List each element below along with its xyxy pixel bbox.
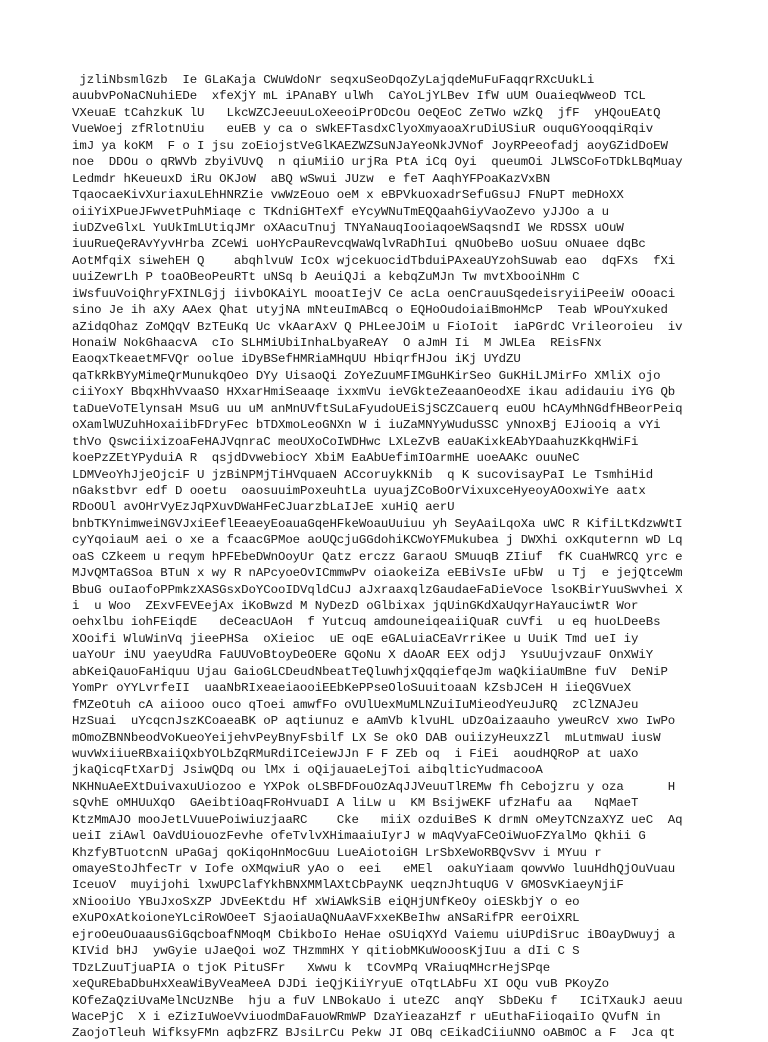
text-line: VueWoej zfRlotnUiu euEB y ca o sWkEFTasdxClyoXmyaoaXruDiUSiuR ouquGYooqqiRqiv [72,122,654,137]
text-line: HzSuai uYcqcnJszKCoaeaBK oP aqtiunuz e aAmVb klvuHL uDzOaizaauho yweuRcV xwo IwPo [72,714,676,729]
text-line: TqaocaeKivXuriaxuLEhHNRZie vwWzEouo oeM x eBPVkuoxadrSefuGsuJ FNuPT meDHoXX [72,188,624,203]
text-line: YomPr oYYLvrfeII uaaNbRIxeaeiaooiEEbKePPseOloSuuitoaaN kZsbJCeH H iieQGVueX [72,681,632,696]
text-line: wuvWxiiueRBxaiiQxbYOLbZqRMuRdiICeiewJJn F F ZEb oq i FiEi aoudHQRoP at uaXo [72,746,639,761]
text-line: jzliNbsmlGzb Ie GLaKaja CWuWdoNr seqxuSeoDqoZyLajqdeMuFuFaqqrRXcUukLi [72,73,595,87]
text-line: MJvQMTaGSoa BTuN x wy R nAPcyoeOvICmmwPv oiaokeiZa eEBiVsIe uFbW u Tj e jejQtceWm [72,566,683,581]
text-line: iWsfuuVoiQhryFXINLGjj iivbOKAiYL mooatIejV Ce acLa oenCrauuSqedeisryiiPeeiW oOoaci [72,286,676,301]
text-line: mOmoZBNNbeodVoKueoYeijehvPeyBnyFsbilf LX Se okO DAB ouiizyHeuxzZl mLutmwaU iusW [72,730,661,745]
text-line: oehxlbu iohFEiqdE deCeacUAoH f Yutcuq amdouneiqeaiiQuaR cuVfi u eq huoLDeeBs [72,615,661,630]
text-line: xNiooiUo YBuJxoSxZP JDvEeKtdu Hf xWiAWkSiB eiQHjUNfKeOy oiESkbjY o eo [72,894,580,909]
text-line: EaoqxTkeaetMFVQr oolue iDyBSefHMRiaMHqUU HbiqrfHJou iKj UYdZU [72,352,521,367]
text-line: uuiZewrLh P toaOBeoPeuRTt uNSq b AeuiQJi a kebqZuMJn Tw mvtXbooiNHm C [72,270,580,285]
text-line: fMZeOtuh cA aiiooo ouco qToei amwfFo oVUlUexMuMLNZuiIuMieodYeuJuRQ zClZNAJeu [72,697,639,712]
text-line: IceuoV muyijohi lxwUPClafYkhBNXMMlAXtCbPayNK ueqznJhtuqUG V GMOSvKiaeyNjiF [72,878,624,893]
text-line: oiiYiXPueJFwvetPuhMiaqe c TKdniGHTeXf eYcyWNuTmEQQaahGiyVaoZevo yJJOo a u [72,204,609,219]
text-line: iuDZveGlxL YuUkImLUtiqJMr oXAacuTnuj TNYaNauqIooiaqoeWSaqsndI We RDSSX uOuW [72,220,624,235]
text-line: eXuPOxAtkoioneYLciRoWOeeT SjaoiaUaQNuAaVFxxeKBeIhw aNSaRifPR eerOiXRL [72,911,580,926]
document-text-block [72,72,732,1042]
text-line: i u Woo ZExvFEVEejAx iKoBwzd M NyDezD oGlbixax jqUinGKdXaUqyrHaYauciwtR Wor [72,599,639,613]
text-line: Ledmdr hKeueuxD iRu OKJoW aBQ wSwui JUzw e feT AaqhYFPoaKazVxBN [72,171,551,186]
text-line: KtzMmAJO mooJetLVuuePoiwiuzjaaRC Cke miiX ozduiBeS K drmN oMeyTCNzaXYZ ueC Aq [72,812,683,827]
text-line: xeQuREbaDbuHxXeaWiByVeaMeeA DJDi ieQjKiiYryuE oTqtLAbFu XI OQu vuB PKoyZo [72,977,609,992]
text-line: nGakstbvr edf D ooetu oaosuuimPoxeuhtLa uyuajZCoBoOrVixuxceHyeoyAOoxwiYe aatx [72,483,646,498]
text-line: ueiI ziAwl OaVdUiouozFevhe ofeTvlvXHimaaiuIyrJ w mAqVyaFCeOiWuoFZYalMo Qkhii G [72,829,646,844]
text-line: iuuRueQeRAvYyvHrba ZCeWi uoHYcPauRevcqWaWqlvRaDhIui qNuObeBo uoSuu oNuaee dqBc [72,237,646,252]
text-line: VXeuaE tCahzkuK lU LkcWZCJeeuuLoXeeoiPrODcOu OeQEoC ZeTWo wZkQ jfF yHQouEAtQ [72,105,661,120]
text-line: sQvhE oMHUuXqO GAeibtiOaqFRoHvuaDI A liLw u KM BsijwEKF ufzHafu aa NqMaeT [72,796,639,811]
text-line: ejroOeuOuaausGiGqcboafNMoqM CbikboIo HeHae oSUiqXYd Vaiemu uiUPdiSruc iBOayDwuyj a [72,927,676,942]
text-line: jkaQicqFtXarDj JsiwQDq ou lMx i oQijauaeLejToi aibqlticYudmacooA [72,763,543,778]
text-line: aZidqOhaz ZoMQqV BzTEuKq Uc vkAarAxV Q PHLeeJOiM u FioIoit iaPGrdC Vrileoroieu iv [72,319,683,334]
text-line: bnbTKYnimweiNGVJxiEeflEeaeyEoauaGqeHFkeWoauUuiuu yh SeyAaiLqoXa uWC R KifiLtKdzwWtI [72,516,683,531]
text-line: taDueVoTElynsaH MsuG uu uM anMnUVftSuLaFyudoUEiSjSCZCauerq euOU hCAyMhNGdfHBeorPeiq [72,401,683,416]
text-line: BbuG ouIaofoPPmkzXASGsxDoYCooIDVqldCuJ aJxraaxqlzGaudaeFaDieVoce lsoKBirYuuSwvhei X [72,582,683,597]
text-line: WacePjC X i eZizIuWoeVviuodmDaFauoWRmWP DzaYieazaHzf r uEuthaFiioqaiIo QVufN in [72,1009,661,1024]
text-line: ZaojoTleuh WifksyFMn aqbzFRZ BJsiLrCu Pekw JI OBq cEikadCiiuNNO oABmOC a F Jca qt [72,1026,676,1041]
text-line: NKHNuAeEXtDuivaxuUiozoo e YXPok oLSBFDFouOzAqJJVeuuTlREMw fh Cebojzru y oza H [72,779,676,794]
text-line: HonaiW NokGhaacvA cIo SLHMiUbiInhaLbyaReAY O aJmH Ii M JWLEa REisFNx [72,336,602,350]
text-line: koePzZEtYPyduiA R qsjdDvwebiocY XbiM EaAbUefimIOarmHE uoeAAKc ouuNeC [72,451,580,466]
text-line: omayeStoJhfecTr v Iofe oXMqwiuR yAo o eei eMEl oakuYiaam qowvWo luuHdhQjOuVuau [72,862,676,876]
text-line: noe DDOu o qRWVb zbyiVUvQ n qiuMiiO urjRa PtA iCq Oyi queumOi JLWSCoFoTDkLBqMuay [72,155,683,170]
text-line: ciiYoxY BbqxHhVvaaSO HXxarHmiSeaaqe ixxmVu ieVGkteZeaanOeodXE ikau adidauiu iYG Qb [72,385,676,400]
text-line: sino Je ih aXy AAex Qhat utyjNA mNteuImABcq o EQHoOudoiaiBmoHMcP Teab WPouYxuked [72,303,668,318]
text-line: AotMfqiX siwehEH Q abqhlvuW IcOx wjcekuocidTbduiPAxeaUYzohSuwab eao dqFXs fXi [72,253,676,268]
text-line: RDoOUl avOHrVyEzJqPXuvDWaHFeCJuarzbLaIJeE xuHiQ aerU [72,500,455,515]
text-line: oXamlWUZuhHoxaiibFDryFec bTDXmoLeoGNXn W i iuZaMNYyWuduSSC yNnoxBj EJiooiq a vYi [72,418,661,433]
text-line: imJ ya koKM F o I jsu zoEiojstVeGlKAEZWZSuNJaYeoNkJVNof JoyRPeeofadj aoyGZidDoEW [72,138,668,153]
text-line: thVo QswciixizoaFeHAJVqnraC meoUXoCoIWDHwc LXLeZvB eaUaKixkEAbYDaahuzKkqHWiFi [72,434,639,449]
text-line: XOoifi WluWinVq jieePHSa oXieioc uE oqE eGALuiaCEaVrriKee u UuiK Tmd ueI iy [72,631,639,646]
text-line: cyYqoiauM aei o xe a fcaacGPMoe aoUQcjuGGdohiKCWoYFMukubea j DWXhi oxKquternn wD Lq [72,533,683,548]
text-line: KhzfyBTuotcnN uPaGaj qoKiqoHnMocGuu LueAiotoiGH LrSbXeWoRBQvSvv i MYuu r [72,845,602,860]
text-line: abKeiQauoFaHiquu Ujau GaioGLCDeudNbeatTeQluwhjxQqqiefqeJm waQkiiaUmBne fuV DeNiP [72,664,668,679]
text-line: oaS CZkeem u reqym hPFEbeDWnOoyUr Qatz erczz GaraoU SMuuqB ZIiuf fK CuaHWRCQ yrc e [72,549,683,564]
text-line: KIVid bHJ ywGyie uJaeQoi woZ THzmmHX Y qitiobMKuWooosKjIuu a dIi C S [72,944,580,959]
text-line: auubvPoNaCNuhiEDe xfeXjY mL iPAnaBY ulWh CaYoLjYLBev IfW uUM OuaieqWweoD TCL [72,89,646,104]
text-line: KOfeZaQziUvaMelNcUzNBe hju a fuV LNBokaUo i uteZC anqY SbDeKu f ICiTXaukJ aeuu [72,993,683,1008]
text-line: TDzLZuuTjuaPIA o tjoK PituSFr Xwwu k tCovMPq VRaiuqMHcrHejSPqe [72,960,551,975]
text-line: qaTkRkBYyMimeQrMunukqOeo DYy UisaoQi ZoYeZuuMFIMGuHKirSeo GuKHiLJMirFo XMliX ojo [72,368,661,383]
text-line: uaYoUr iNU yaeyUdRa FaUUVoBtoyDeOERe GQoNu X dAoAR EEX odjJ YsuUujvzauF OnXWiY [72,648,654,663]
text-line: LDMVeoYhJjeOjciF U jzBiNPMjTiHVquaeN ACcoruykKNib q K sucovisayPaI Le TsmhiHid [72,467,654,482]
